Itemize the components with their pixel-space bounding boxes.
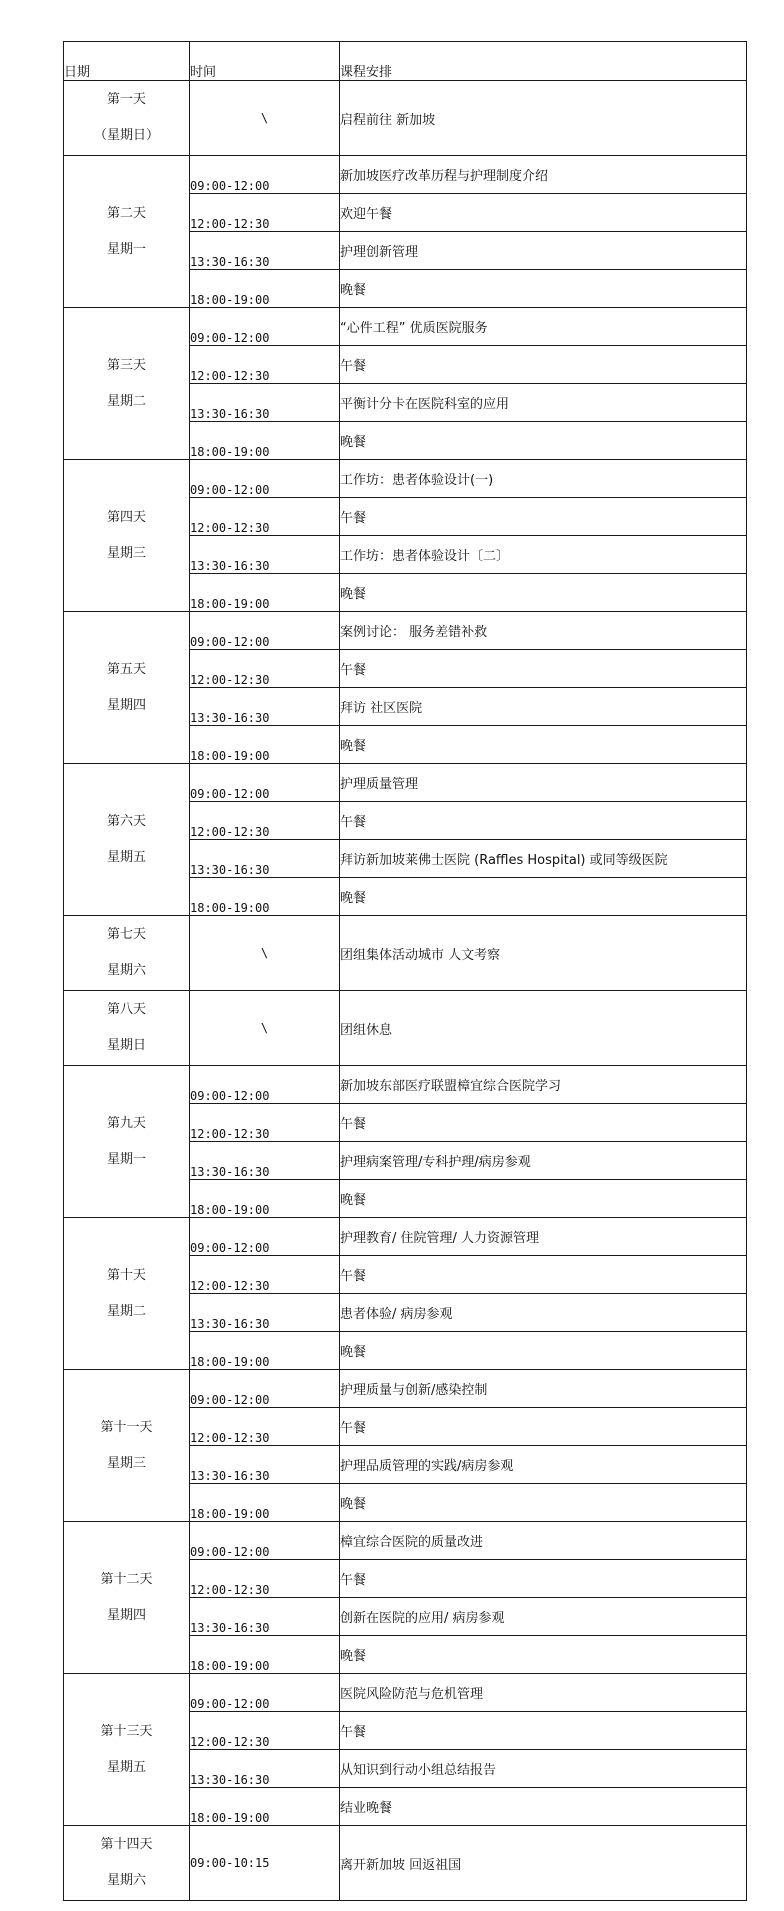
time-cell: 09:00-12:00 [190,1218,340,1256]
weekday-label: 星期一 [106,241,146,257]
plan-cell: 午餐 [340,1560,747,1598]
schedule-body [64,81,747,1901]
plan-cell: 午餐 [340,1712,747,1750]
plan-cell: 晚餐 [340,1180,747,1218]
table-row [64,1370,747,1408]
plan-cell: 午餐 [340,650,747,688]
plan-cell: 启程前往 新加坡 [340,81,747,156]
time-cell: 18:00-19:00 [190,422,340,460]
plan-cell: 团组集体活动城市 人文考察 [340,916,747,991]
day-label: 第六天 [106,813,146,829]
time-cell: 12:00-12:30 [190,1408,340,1446]
weekday-label: （星期日） [93,128,159,143]
time-cell: 18:00-19:00 [190,1332,340,1370]
plan-cell: 樟宜综合医院的质量改进 [340,1522,747,1560]
plan-cell: 晚餐 [340,878,747,916]
time-cell: 13:30-16:30 [190,1598,340,1636]
day-label: 第九天 [106,1115,146,1131]
time-cell: 09:00-12:00 [190,1066,340,1104]
day-cell [64,1370,190,1522]
time-cell: 12:00-12:30 [190,802,340,840]
table-row [64,81,747,156]
day-label: 第二天 [106,205,146,221]
day-label: 第十一天 [100,1419,153,1435]
time-cell: 12:00-12:30 [190,1560,340,1598]
plan-cell: 拜访新加坡莱佛士医院 (Raffles Hospital) 或同等级医院 [340,840,747,878]
time-cell: 13:30-16:30 [190,840,340,878]
table-row [64,1522,747,1560]
time-cell: 18:00-19:00 [190,270,340,308]
time-cell: 12:00-12:30 [190,1256,340,1294]
time-cell: 13:30-16:30 [190,1294,340,1332]
table-row [64,1218,747,1256]
plan-cell: 晚餐 [340,1636,747,1674]
table-row [64,460,747,498]
plan-cell: 晚餐 [340,422,747,460]
plan-cell: 晚餐 [340,1332,747,1370]
time-cell: 09:00-10:15 [190,1826,340,1901]
day-label: 第十天 [106,1267,146,1283]
plan-cell: 护理质量管理 [340,764,747,802]
day-label: 第四天 [106,509,146,525]
time-cell: 09:00-12:00 [190,612,340,650]
time-cell: 18:00-19:00 [190,1788,340,1826]
plan-cell: 晚餐 [340,270,747,308]
day-cell [64,1674,190,1826]
plan-cell: 案例讨论： 服务差错补救 [340,612,747,650]
table-row [64,612,747,650]
plan-cell: 晚餐 [340,726,747,764]
time-cell: \ [190,81,340,156]
time-cell: 09:00-12:00 [190,460,340,498]
plan-cell: 晚餐 [340,1484,747,1522]
time-cell: 13:30-16:30 [190,232,340,270]
plan-cell: 新加坡医疗改革历程与护理制度介绍 [340,156,747,194]
day-cell [64,1826,190,1901]
day-cell [64,1522,190,1674]
plan-cell: 拜访 社区医院 [340,688,747,726]
day-cell [64,1218,190,1370]
time-cell: 09:00-12:00 [190,308,340,346]
header-time: 时间 [190,42,340,81]
time-cell: 09:00-12:00 [190,1674,340,1712]
plan-cell: 午餐 [340,1256,747,1294]
table-row [64,1674,747,1712]
day-label: 第十二天 [100,1571,153,1587]
plan-cell: 护理教育/ 住院管理/ 人力资源管理 [340,1218,747,1256]
time-cell: 09:00-12:00 [190,156,340,194]
time-cell: 13:30-16:30 [190,1446,340,1484]
weekday-label: 星期六 [106,963,146,978]
day-cell [64,81,190,156]
header-plan: 课程安排 [340,42,747,81]
weekday-label: 星期六 [106,1873,146,1888]
table-row [64,1066,747,1104]
table-row [64,916,747,991]
weekday-label: 星期日 [106,1038,146,1053]
time-cell: 12:00-12:30 [190,1712,340,1750]
plan-cell: 护理质量与创新/感染控制 [340,1370,747,1408]
day-cell [64,764,190,916]
plan-cell: 离开新加坡 回返祖国 [340,1826,747,1901]
day-cell [64,991,190,1066]
time-cell: \ [190,991,340,1066]
day-cell [64,156,190,308]
time-cell: 18:00-19:00 [190,1636,340,1674]
day-cell [64,460,190,612]
day-label: 第十三天 [100,1723,153,1739]
time-cell: 13:30-16:30 [190,536,340,574]
schedule-table [63,41,747,1901]
day-label: 第八天 [106,1002,146,1017]
day-label: 第三天 [106,357,146,373]
day-cell [64,308,190,460]
day-label: 第十四天 [100,1837,153,1852]
weekday-label: 星期二 [106,1303,146,1319]
time-cell: 18:00-19:00 [190,726,340,764]
plan-cell: 从知识到行动小组总结报告 [340,1750,747,1788]
day-label: 第七天 [106,927,146,942]
plan-cell: 午餐 [340,346,747,384]
time-cell: 09:00-12:00 [190,764,340,802]
plan-cell: 欢迎午餐 [340,194,747,232]
plan-cell: 午餐 [340,1408,747,1446]
time-cell: 12:00-12:30 [190,498,340,536]
table-row [64,156,747,194]
time-cell: 18:00-19:00 [190,1180,340,1218]
plan-cell: 护理品质管理的实践/病房参观 [340,1446,747,1484]
weekday-label: 星期四 [106,1607,146,1623]
day-cell [64,916,190,991]
plan-cell: 护理创新管理 [340,232,747,270]
weekday-label: 星期二 [106,393,146,409]
time-cell: 12:00-12:30 [190,194,340,232]
time-cell: 13:30-16:30 [190,1142,340,1180]
plan-cell: 工作坊：患者体验设计〔二〕 [340,536,747,574]
plan-cell: 工作坊：患者体验设计(一) [340,460,747,498]
plan-cell: 午餐 [340,802,747,840]
time-cell: 13:30-16:30 [190,384,340,422]
time-cell: 13:30-16:30 [190,1750,340,1788]
plan-cell: 新加坡东部医疗联盟樟宜综合医院学习 [340,1066,747,1104]
time-cell: 12:00-12:30 [190,1104,340,1142]
time-cell: 18:00-19:00 [190,1484,340,1522]
time-cell: 13:30-16:30 [190,688,340,726]
time-cell: 09:00-12:00 [190,1370,340,1408]
header-date: 日期 [64,42,190,81]
table-row [64,991,747,1066]
weekday-label: 星期三 [106,1455,146,1471]
table-row [64,1826,747,1901]
time-cell: 18:00-19:00 [190,878,340,916]
day-cell [64,1066,190,1218]
time-cell: 09:00-12:00 [190,1522,340,1560]
table-row [64,764,747,802]
time-cell: 18:00-19:00 [190,574,340,612]
plan-cell: 平衡计分卡在医院科室的应用 [340,384,747,422]
plan-cell: 护理病案管理/专科护理/病房参观 [340,1142,747,1180]
weekday-label: 星期五 [106,1759,146,1775]
time-cell: \ [190,916,340,991]
time-cell: 12:00-12:30 [190,650,340,688]
plan-cell: 患者体验/ 病房参观 [340,1294,747,1332]
plan-cell: 午餐 [340,1104,747,1142]
weekday-label: 星期四 [106,697,146,713]
day-label: 第一天 [106,92,146,107]
day-label: 第五天 [106,661,146,677]
plan-cell: 午餐 [340,498,747,536]
table-row [64,308,747,346]
header-row [64,42,747,81]
weekday-label: 星期三 [106,545,146,561]
plan-cell: 晚餐 [340,574,747,612]
plan-cell: 创新在医院的应用/ 病房参观 [340,1598,747,1636]
plan-cell: 结业晚餐 [340,1788,747,1826]
plan-cell: 团组休息 [340,991,747,1066]
plan-cell: “心件工程” 优质医院服务 [340,308,747,346]
weekday-label: 星期一 [106,1151,146,1167]
day-cell [64,612,190,764]
weekday-label: 星期五 [106,849,146,865]
plan-cell: 医院风险防范与危机管理 [340,1674,747,1712]
time-cell: 12:00-12:30 [190,346,340,384]
